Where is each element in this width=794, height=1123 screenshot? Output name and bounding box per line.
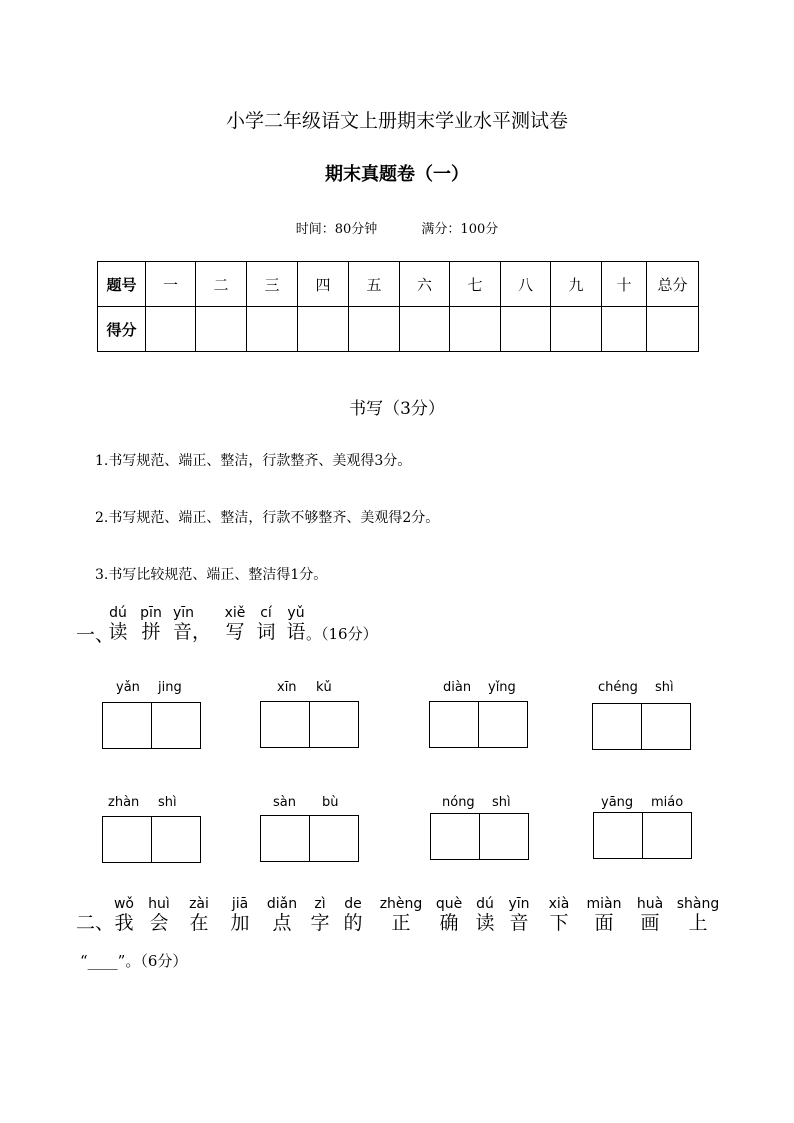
- q2-word: [308, 896, 332, 934]
- q1-word: [284, 605, 308, 643]
- q2-char: 在: [189, 912, 209, 934]
- writing-boxes[interactable]: [430, 813, 529, 860]
- document-subtitle: 期末真题卷（一）: [325, 164, 469, 185]
- col-header: 九: [551, 262, 602, 307]
- score-cell[interactable]: [647, 307, 699, 352]
- q1-char: 读: [108, 621, 128, 643]
- q2-word: [374, 896, 428, 934]
- q1-word: [106, 605, 130, 643]
- q2-word: [504, 896, 534, 934]
- score-cell[interactable]: [298, 307, 349, 352]
- word-pinyin: miáo: [651, 795, 684, 810]
- writing-section-title: 书写（3分）: [349, 399, 445, 419]
- score-cell[interactable]: [247, 307, 298, 352]
- col-header: 四: [298, 262, 349, 307]
- q1-pinyin: pīn: [140, 605, 162, 621]
- q1-number: 一、: [76, 624, 115, 646]
- q2-pinyin: miàn: [586, 896, 622, 912]
- q2-char: 我: [114, 912, 134, 934]
- writing-rule-3: 3.书写比较规范、端正、整洁得1分。: [95, 567, 328, 583]
- q2-number: 二、: [76, 912, 115, 934]
- q1-pinyin: cí: [260, 605, 272, 621]
- score-cell[interactable]: [349, 307, 400, 352]
- q2-pinyin: zì: [314, 896, 326, 912]
- q2-word: [142, 896, 176, 934]
- q1-pinyin: yīn: [173, 605, 195, 621]
- word-pinyin: chéng: [598, 680, 638, 695]
- word-pinyin: shì: [655, 680, 674, 695]
- time-limit: 时间：80分钟: [295, 222, 378, 237]
- q1-char: 写: [225, 621, 245, 643]
- q2-word: [472, 896, 498, 934]
- writing-rule-1: 1.书写规范、端正、整洁，行款整齐、美观得3分。: [95, 453, 412, 469]
- q2-char: 读: [475, 912, 495, 934]
- q2-word: [110, 896, 138, 934]
- q1-pinyin: xiě: [224, 605, 246, 621]
- q2-score-note: “____”。（6分）: [80, 952, 188, 970]
- q2-char: 下: [549, 912, 569, 934]
- score-cell[interactable]: [146, 307, 196, 352]
- word-pinyin: zhàn: [108, 795, 140, 810]
- col-header: 六: [400, 262, 450, 307]
- q2-word: [182, 896, 216, 934]
- q2-word: [262, 896, 302, 934]
- score-cell[interactable]: [400, 307, 450, 352]
- full-score: 满分：100分: [421, 222, 499, 237]
- q2-pinyin: shàng: [676, 896, 720, 912]
- q2-char: 画: [640, 912, 660, 934]
- q2-pinyin: yīn: [508, 896, 530, 912]
- q2-char: 面: [594, 912, 614, 934]
- word-pinyin: yǎn: [116, 680, 140, 695]
- writing-boxes[interactable]: [260, 815, 359, 862]
- score-cell[interactable]: [450, 307, 501, 352]
- writing-boxes[interactable]: [429, 701, 528, 748]
- q2-pinyin: de: [344, 896, 362, 912]
- q2-word: [542, 896, 576, 934]
- q1-word: [136, 605, 166, 643]
- q1-char: 拼: [141, 621, 161, 643]
- q1-word: [173, 605, 213, 643]
- col-header: 总分: [647, 262, 699, 307]
- q2-pinyin: huà: [636, 896, 664, 912]
- q1-word: [254, 605, 278, 643]
- q2-char: 点: [272, 912, 292, 934]
- q2-word: [672, 896, 724, 934]
- col-header: 二: [196, 262, 247, 307]
- q1-char: 音，: [173, 621, 212, 643]
- q1-score-note: 。（16分）: [306, 625, 378, 643]
- score-cell[interactable]: [501, 307, 551, 352]
- writing-rule-2: 2.书写规范、端正、整洁，行款不够整齐、美观得2分。: [95, 510, 440, 526]
- q2-pinyin: jiā: [231, 896, 249, 912]
- writing-boxes[interactable]: [593, 812, 692, 859]
- q2-char: 确: [439, 912, 459, 934]
- word-pinyin: yǐng: [488, 680, 516, 695]
- score-cell[interactable]: [196, 307, 247, 352]
- word-pinyin: nóng: [442, 795, 475, 810]
- writing-boxes[interactable]: [102, 816, 201, 863]
- col-header: 三: [247, 262, 298, 307]
- writing-boxes[interactable]: [102, 702, 201, 749]
- q2-char: 正: [391, 912, 411, 934]
- document-title: 小学二年级语文上册期末学业水平测试卷: [225, 110, 568, 132]
- exam-meta: [0, 218, 794, 237]
- q2-pinyin: wǒ: [113, 896, 134, 912]
- writing-boxes[interactable]: [592, 703, 691, 750]
- q1-pinyin: dú: [109, 605, 127, 621]
- q2-char: 加: [230, 912, 250, 934]
- col-header: 七: [450, 262, 501, 307]
- q2-pinyin: dú: [476, 896, 494, 912]
- q2-char: 音: [509, 912, 529, 934]
- word-pinyin: jing: [158, 680, 182, 695]
- writing-boxes[interactable]: [260, 701, 359, 748]
- q2-word: [432, 896, 466, 934]
- col-header: 五: [349, 262, 400, 307]
- row-label-question: 题号: [98, 262, 146, 307]
- q2-word: [340, 896, 366, 934]
- word-pinyin: xīn: [277, 680, 297, 695]
- score-table: [97, 261, 699, 352]
- q2-pinyin: huì: [148, 896, 170, 912]
- word-pinyin: yāng: [601, 795, 634, 810]
- q2-pinyin: zhèng: [379, 896, 423, 912]
- word-pinyin: sàn: [273, 795, 296, 810]
- word-pinyin: bù: [322, 795, 339, 810]
- q2-pinyin: zài: [189, 896, 209, 912]
- q2-char: 字: [310, 912, 330, 934]
- q1-char: 语: [286, 621, 306, 643]
- q2-word: [582, 896, 626, 934]
- col-header: 十: [602, 262, 647, 307]
- q2-pinyin: diǎn: [266, 896, 298, 912]
- q1-char: 词: [256, 621, 276, 643]
- word-pinyin: diàn: [443, 680, 472, 695]
- word-pinyin: kǔ: [316, 680, 332, 695]
- q2-char: 的: [343, 912, 363, 934]
- score-cell[interactable]: [551, 307, 602, 352]
- q2-pinyin: què: [435, 896, 463, 912]
- q2-pinyin: xià: [548, 896, 570, 912]
- col-header: 八: [501, 262, 551, 307]
- row-label-score: 得分: [98, 307, 146, 352]
- word-pinyin: shì: [158, 795, 177, 810]
- q2-word: [225, 896, 255, 934]
- score-table-score-row: [98, 307, 699, 352]
- q2-word: [632, 896, 668, 934]
- q1-pinyin: yǔ: [287, 605, 305, 621]
- q2-char: 会: [149, 912, 169, 934]
- q1-word: [220, 605, 250, 643]
- q2-char: 上: [688, 912, 708, 934]
- col-header: 一: [146, 262, 196, 307]
- score-cell[interactable]: [602, 307, 647, 352]
- score-table-header-row: [98, 262, 699, 307]
- word-pinyin: shì: [492, 795, 511, 810]
